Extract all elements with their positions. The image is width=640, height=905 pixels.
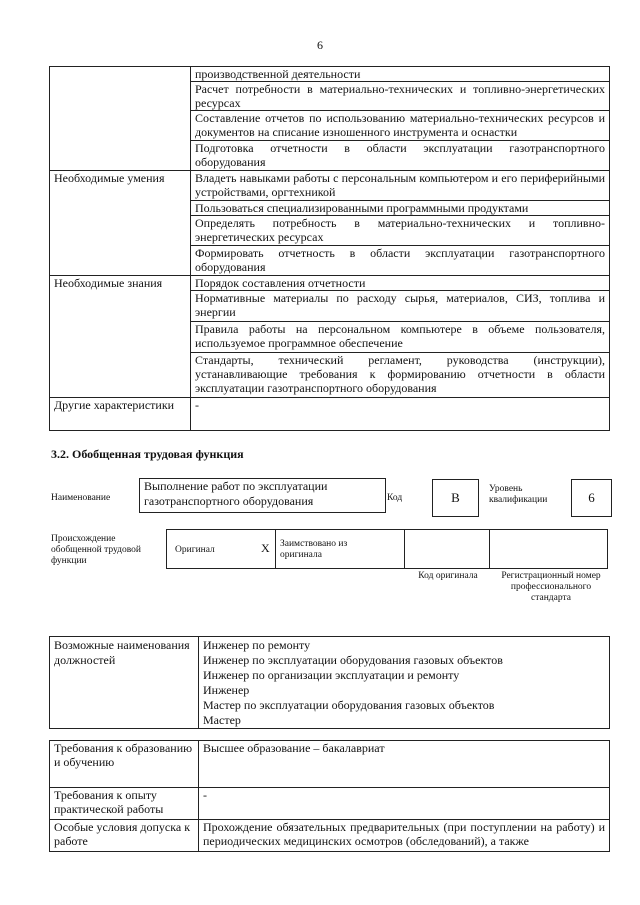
- requirements-table: [49, 740, 610, 852]
- page-number: 6: [317, 38, 323, 52]
- reg-number-label: Регистрационный номер профессионального стандарта: [501, 571, 601, 603]
- origin-box: [166, 529, 608, 569]
- req-value: Прохождение обязательных предварительных (при поступлении на работу) и периодических медицинских осмотров (обследований), а также: [199, 820, 610, 852]
- list-item: Инженер по эксплуатации оборудования газовых объектов: [203, 653, 503, 667]
- list-item: Мастер по эксплуатации оборудования газовых объектов: [203, 698, 495, 712]
- req-label: Особые условия допуска к работе: [50, 820, 199, 852]
- original-label: Оригинал: [175, 545, 215, 555]
- level-label: Уровень квалификации: [489, 484, 548, 505]
- row-label-skills: Необходимые умения: [50, 171, 191, 276]
- original-mark: Х: [261, 541, 270, 555]
- positions-table: [49, 636, 610, 729]
- code-original-label: Код оригинала: [418, 571, 478, 581]
- table-cell: Составление отчетов по использованию материально-технических ресурсов и документов на списание изношенного инструмента и оснастки: [191, 111, 610, 141]
- code-label: Код: [387, 493, 403, 503]
- table-cell: Нормативные материалы по расходу сырья, материалов, СИЗ, топлива и энергии: [191, 291, 610, 322]
- table-cell: Стандарты, технический регламент, руководства (инструкции), устанавливающие требования к формированию отчетности в области эксплуатации газотранспортного оборудования: [191, 353, 610, 398]
- list-item: Инженер по организации эксплуатации и ремонту: [203, 668, 460, 682]
- row-label-knowledge: Необходимые знания: [50, 276, 191, 398]
- positions-label: Возможные наименования должностей: [50, 637, 199, 729]
- row-label-other: Другие характеристики: [50, 398, 191, 431]
- code-value: В: [432, 479, 479, 517]
- row-label: [50, 67, 191, 171]
- req-value: -: [199, 788, 610, 820]
- borrowed-label: Заимствовано из оригинала: [280, 539, 348, 560]
- table-cell: Правила работы на персональном компьютере в объеме пользователя, используемое программное обеспечение: [191, 322, 610, 353]
- list-item: Мастер: [203, 713, 241, 727]
- table-cell: Владеть навыками работы с персональным компьютером и его периферийными устройствами, оргтехникой: [191, 171, 610, 201]
- table-cell: Пользоваться специализированными программными продуктами: [191, 201, 610, 216]
- origin-label: Происхождение обобщенной трудовой функции: [51, 534, 141, 566]
- skills-knowledge-table: [49, 66, 610, 431]
- req-label: Требования к опыту практической работы: [50, 788, 199, 820]
- positions-list: [199, 637, 610, 729]
- level-value: 6: [571, 479, 612, 517]
- section-heading: 3.2. Обобщенная трудовая функция: [51, 447, 244, 461]
- table-cell: Расчет потребности в материально-технических и топливно-энергетических ресурсах: [191, 82, 610, 111]
- function-name: Выполнение работ по эксплуатации газотранспортного оборудования: [139, 478, 386, 513]
- table-cell: Формировать отчетность в области эксплуатации газотранспортного оборудования: [191, 246, 610, 276]
- table-cell: производственной деятельности: [191, 67, 610, 82]
- name-label: Наименование: [51, 493, 111, 503]
- table-cell: -: [191, 398, 610, 431]
- table-cell: Определять потребность в материально-технических и топливно-энергетических ресурсах: [191, 216, 610, 246]
- table-cell: Порядок составления отчетности: [191, 276, 610, 291]
- list-item: Инженер: [203, 683, 250, 697]
- table-cell: Подготовка отчетности в области эксплуатации газотранспортного оборудования: [191, 141, 610, 171]
- list-item: Инженер по ремонту: [203, 638, 311, 652]
- req-label: Требования к образованию и обучению: [50, 741, 199, 788]
- req-value: Высшее образование – бакалавриат: [199, 741, 610, 788]
